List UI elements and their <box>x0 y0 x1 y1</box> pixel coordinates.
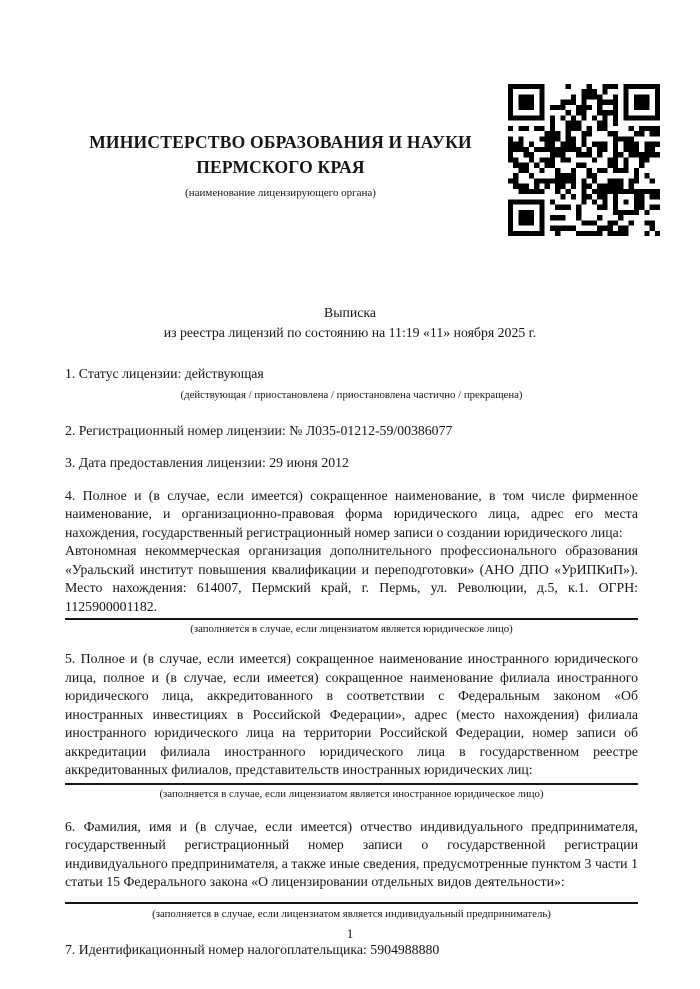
item-3-grant-date: 3. Дата предоставления лицензии: 29 июня 2012 <box>65 455 349 470</box>
item-6-caption: (заполняется в случае, если лицензиатом является индивидуальный предприниматель) <box>152 907 551 920</box>
item-1-license-status: 1. Статус лицензии: действующая <box>65 366 264 381</box>
item-4-legal-entity-value: Автономная некоммерческая организация дополнительного профессионального образования «Уральский институт повышения квалификации и переподготовки» (АНО ДПО «УрИПКиП»). Место нахождения: 614007, Пермский край, г. Пермь, ул. Революции, д.5, к.1. ОГРН: 1125900001182. <box>65 543 638 614</box>
ministry-name <box>68 130 493 180</box>
document-body <box>65 365 638 959</box>
item-4-caption: (заполняется в случае, если лицензиатом является юридическое лицо) <box>190 623 513 635</box>
item-6-fill-line <box>65 902 638 904</box>
document-title-line1: Выписка <box>324 305 376 320</box>
item-5-foreign-entity-label: 5. Полное и (в случае, если имеется) сокращенное наименование иностранного юридического лица, полное и (в случае, если имеется) сокращенное наименование филиала иностранного юридического лица, аккредитованного в соответствии с Федеральным законом «Об иностранных инвестициях в Российской Федерации», адрес (место нахождения) филиала иностранного юридического лица на территории Российской Федерации, номер записи об аккредитации филиала иностранного юридического лица в государственном реестре аккредитованных филиалов, представительств иностранных юридических лиц: <box>65 651 638 777</box>
ministry-name-line1: МИНИСТЕРСТВО ОБРАЗОВАНИЯ И НАУКИ <box>89 132 472 152</box>
item-1-caption: (действующая / приостановлена / приостановлена частично / прекращена) <box>180 388 523 401</box>
item-6-entrepreneur-label: 6. Фамилия, имя и (в случае, если имеется) отчество индивидуального предпринимателя, государственный регистрационный номер записи о государственной регистрации индивидуального предпринимателя, а также иные сведения, предусмотренные пунктом 3 части 1 статьи 15 Федерального закона «О лицензировании отдельных видов деятельности»: <box>65 818 638 889</box>
item-4-fill-line <box>65 618 638 620</box>
item-5-fill-line <box>65 783 638 785</box>
document-title-line2: из реестра лицензий по состоянию на 11:19 «11» ноября 2025 г. <box>163 325 537 340</box>
qr-code <box>508 84 660 236</box>
licensing-authority-caption: (наименование лицензирующего органа) <box>185 187 376 199</box>
page-number: 1 <box>346 926 354 941</box>
licensing-authority-header <box>68 130 493 200</box>
item-2-registration-number: 2. Регистрационный номер лицензии: № Л035-01212-59/00386077 <box>65 422 453 438</box>
item-4-legal-entity-label: 4. Полное и (в случае, если имеется) сокращенное наименование, в том числе фирменное наименование, и организационно-правовая форма юридического лица, адрес его места нахождения, государственный регистрационный номер записи о создании юридического лица: <box>65 487 638 540</box>
item-5-caption: (заполняется в случае, если лицензиатом является иностранное юридическое лицо) <box>159 787 544 800</box>
ministry-name-line2: ПЕРМСКОГО КРАЯ <box>196 157 365 177</box>
item-7-taxpayer-number: 7. Идентификационный номер налогоплательщика: 5904988880 <box>65 941 440 957</box>
document-title <box>0 303 700 343</box>
